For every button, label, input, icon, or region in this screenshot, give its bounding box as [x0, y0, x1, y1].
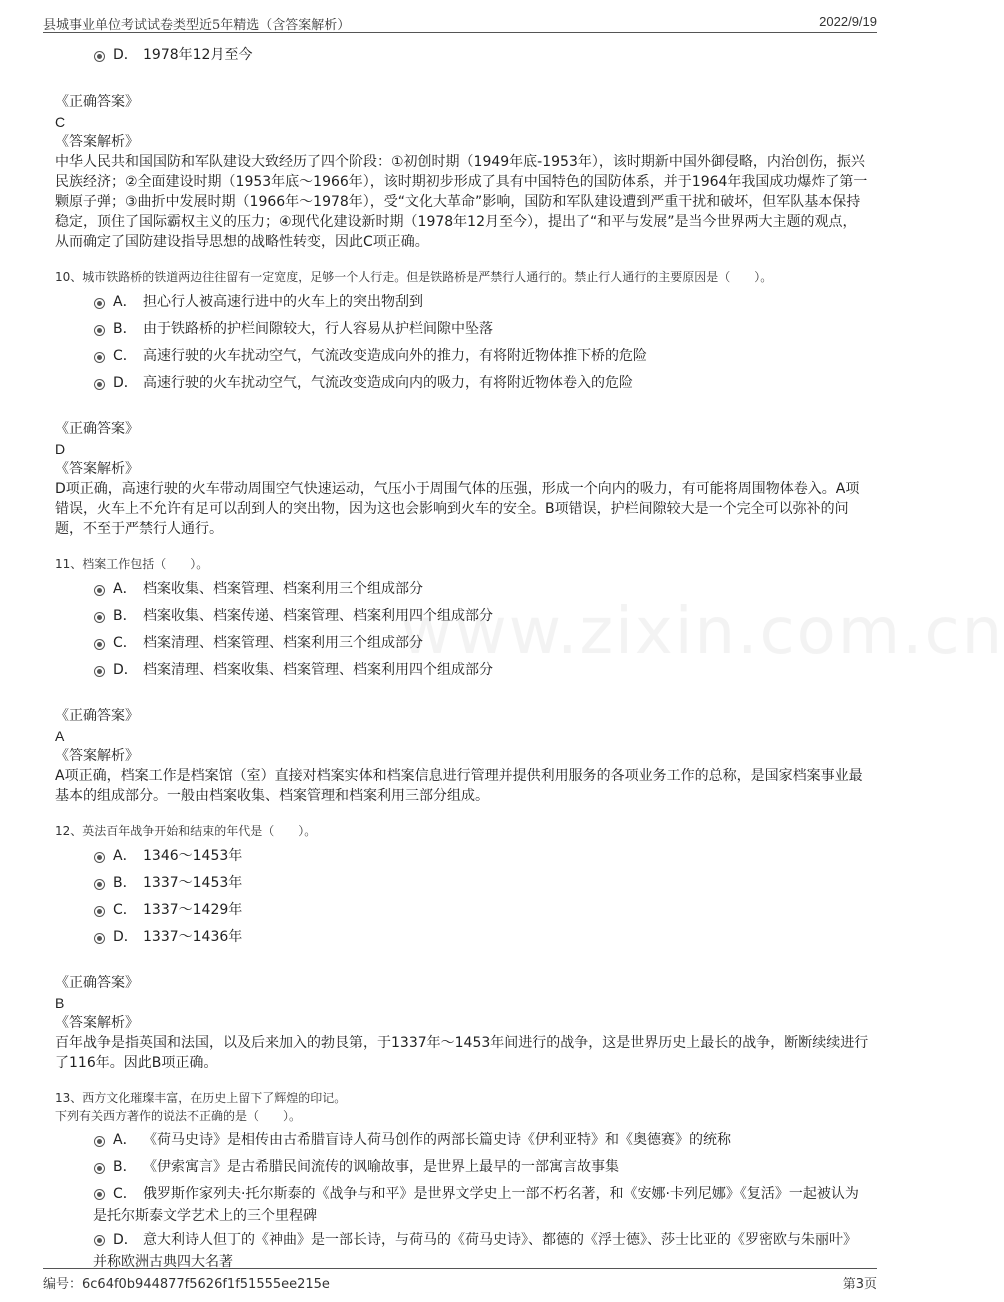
option-letter: A．	[113, 848, 137, 864]
radio-icon[interactable]	[94, 51, 105, 62]
option-d[interactable]	[55, 657, 870, 684]
option-letter: C．	[113, 1186, 137, 1202]
option-text: 《荷马史诗》是相传由古希腊盲诗人荷马创作的两部长篇史诗《伊利亚特》和《奥德赛》的统称	[143, 1132, 731, 1148]
answer-value: B	[55, 995, 65, 1011]
answer-label: 《正确答案》	[55, 94, 139, 110]
analysis-label: 《答案解析》	[55, 1015, 139, 1031]
option-text: 1337～1453年	[143, 875, 243, 891]
analysis-text: A项正确，档案工作是档案馆（室）直接对档案实体和档案信息进行管理并提供利用服务的各项业务工作的总称，是国家档案事业最基本的组成部分。一般由档案收集、档案管理和档案利用三部分组成。	[55, 768, 863, 804]
option-letter: A．	[113, 1132, 137, 1148]
answer-value: A	[55, 728, 65, 744]
option-letter: C．	[113, 348, 137, 364]
radio-icon[interactable]	[94, 585, 105, 596]
option-text: 《伊索寓言》是古希腊民间流传的讽喻故事，是世界上最早的一部寓言故事集	[143, 1159, 619, 1175]
option-c[interactable]	[55, 343, 870, 370]
option-c[interactable]	[55, 1181, 870, 1227]
option-d[interactable]	[55, 42, 870, 69]
option-c[interactable]	[55, 897, 870, 924]
option-a[interactable]	[55, 843, 870, 870]
page-number: 第3页	[842, 1277, 877, 1292]
radio-icon[interactable]	[94, 639, 105, 650]
radio-icon[interactable]	[94, 1163, 105, 1174]
radio-icon[interactable]	[94, 379, 105, 390]
option-d[interactable]	[55, 370, 870, 397]
question-10: 10、城市铁路桥的铁道两边往往留有一定宽度，足够一个人行走。但是铁路桥是严禁行人通行的。禁止行人通行的主要原因是（ ）。	[55, 270, 773, 284]
option-letter: B．	[113, 875, 137, 891]
option-text: 1346～1453年	[143, 848, 243, 864]
option-text: 意大利诗人但丁的《神曲》是一部长诗，与荷马的《荷马史诗》、都德的《浮士德》、莎士比亚的《罗密欧与朱丽叶》并称欧洲古典四大名著	[93, 1232, 857, 1270]
option-letter: D．	[113, 929, 138, 945]
answer-value: C	[55, 114, 66, 130]
radio-icon[interactable]	[94, 325, 105, 336]
question-13: 13、西方文化璀璨丰富，在历史上留下了辉煌的印记。	[55, 1091, 347, 1105]
option-text: 高速行驶的火车扰动空气，气流改变造成向外的推力，有将附近物体推下桥的危险	[143, 348, 647, 364]
option-text: 档案清理、档案收集、档案管理、档案利用四个组成部分	[143, 662, 493, 678]
option-letter: B．	[113, 321, 137, 337]
option-letter: A．	[113, 294, 137, 310]
radio-icon[interactable]	[94, 666, 105, 677]
analysis-label: 《答案解析》	[55, 134, 139, 150]
option-b[interactable]	[55, 1154, 870, 1181]
option-letter: B．	[113, 1159, 137, 1175]
option-letter: C．	[113, 635, 137, 651]
analysis-text: D项正确，高速行驶的火车带动周围空气快速运动，气压小于周围气体的压强，形成一个向内的吸力，有可能将周围物体卷入。A项错误，火车上不允许有足可以刮到人的突出物，因为这也会影响到火车的安全。B项错误，护栏间隙较大是一个完全可以弥补的问题，不至于严禁行人通行。	[55, 481, 860, 537]
analysis-text: 百年战争是指英国和法国，以及后来加入的勃艮第，于1337年～1453年间进行的战争，这是世界历史上最长的战争，断断续续进行了116年。因此B项正确。	[55, 1035, 869, 1071]
option-text: 档案收集、档案管理、档案利用三个组成部分	[143, 581, 423, 597]
document-code: 编号：6c64f0b944877f5626f1f51555ee215e	[43, 1277, 330, 1292]
radio-icon[interactable]	[94, 1136, 105, 1147]
option-text: 1337～1436年	[143, 929, 243, 945]
answer-value: D	[55, 441, 66, 457]
option-text: 俄罗斯作家列夫·托尔斯泰的《战争与和平》是世界文学史上一部不朽名著，和《安娜·卡列尼娜》《复活》一起被认为是托尔斯泰文学艺术上的三个里程碑	[93, 1186, 859, 1224]
page-footer	[43, 1268, 877, 1293]
radio-icon[interactable]	[94, 852, 105, 863]
option-c[interactable]	[55, 630, 870, 657]
option-text: 高速行驶的火车扰动空气，气流改变造成向内的吸力，有将附近物体卷入的危险	[143, 375, 633, 391]
radio-icon[interactable]	[94, 933, 105, 944]
option-text: 1337～1429年	[143, 902, 243, 918]
radio-icon[interactable]	[94, 1189, 105, 1200]
option-a[interactable]	[55, 289, 870, 316]
radio-icon[interactable]	[94, 298, 105, 309]
option-letter: D．	[113, 47, 138, 63]
option-letter: B．	[113, 608, 137, 624]
analysis-label: 《答案解析》	[55, 748, 139, 764]
option-b[interactable]	[55, 603, 870, 630]
answer-label: 《正确答案》	[55, 975, 139, 991]
option-d[interactable]	[55, 1227, 870, 1273]
option-d[interactable]	[55, 924, 870, 951]
option-text: 档案收集、档案传递、档案管理、档案利用四个组成部分	[143, 608, 493, 624]
option-text: 档案清理、档案管理、档案利用三个组成部分	[143, 635, 423, 651]
radio-icon[interactable]	[94, 352, 105, 363]
radio-icon[interactable]	[94, 1235, 105, 1246]
option-letter: C．	[113, 902, 137, 918]
option-letter: D．	[113, 375, 138, 391]
option-text: 由于铁路桥的护栏间隙较大，行人容易从护栏间隙中坠落	[143, 321, 493, 337]
option-b[interactable]	[55, 870, 870, 897]
document-date: 2022/9/19	[819, 14, 877, 29]
option-a[interactable]	[55, 576, 870, 603]
option-letter: A．	[113, 581, 137, 597]
option-letter: D．	[113, 1232, 138, 1248]
radio-icon[interactable]	[94, 879, 105, 890]
answer-label: 《正确答案》	[55, 421, 139, 437]
answer-label: 《正确答案》	[55, 708, 139, 724]
analysis-text: 中华人民共和国国防和军队建设大致经历了四个阶段：①初创时期（1949年底-1953年），该时期新中国外御侵略，内治创伤，振兴民族经济；②全面建设时期（1953年底～1966年），该时期初步形成了具有中国特色的国防体系，并于1964年我国成功爆炸了第一颗原子弹；③曲折中发展时期（1966年～1978年），受“文化大革命”影响，国防和军队建设遭到严重干扰和破坏，但军队基本保持稳定，顶住了国际霸权主义的压力；④现代化建设新时期（1978年12月至今），提出了“和平与发展”是当今世界两大主题的观点，从而确定了国防建设指导思想的战略性转变，因此C项正确。	[55, 154, 868, 250]
option-text: 1978年12月至今	[143, 47, 253, 63]
radio-icon[interactable]	[94, 906, 105, 917]
question-13-prompt: 下列有关西方著作的说法不正确的是（ ）。	[55, 1109, 302, 1123]
option-text: 担心行人被高速行进中的火车上的突出物刮到	[143, 294, 423, 310]
page-header	[43, 12, 877, 33]
option-letter: D．	[113, 662, 138, 678]
analysis-label: 《答案解析》	[55, 461, 139, 477]
option-b[interactable]	[55, 316, 870, 343]
document-title: 县城事业单位考试试卷类型近5年精选（含答案解析）	[43, 18, 351, 33]
radio-icon[interactable]	[94, 612, 105, 623]
watermark: www.zixin.com.cn	[400, 595, 1004, 669]
question-11: 11、档案工作包括（ ）。	[55, 557, 209, 571]
question-12: 12、英法百年战争开始和结束的年代是（ ）。	[55, 824, 317, 838]
option-a[interactable]	[55, 1127, 870, 1154]
page-content	[55, 38, 870, 1273]
